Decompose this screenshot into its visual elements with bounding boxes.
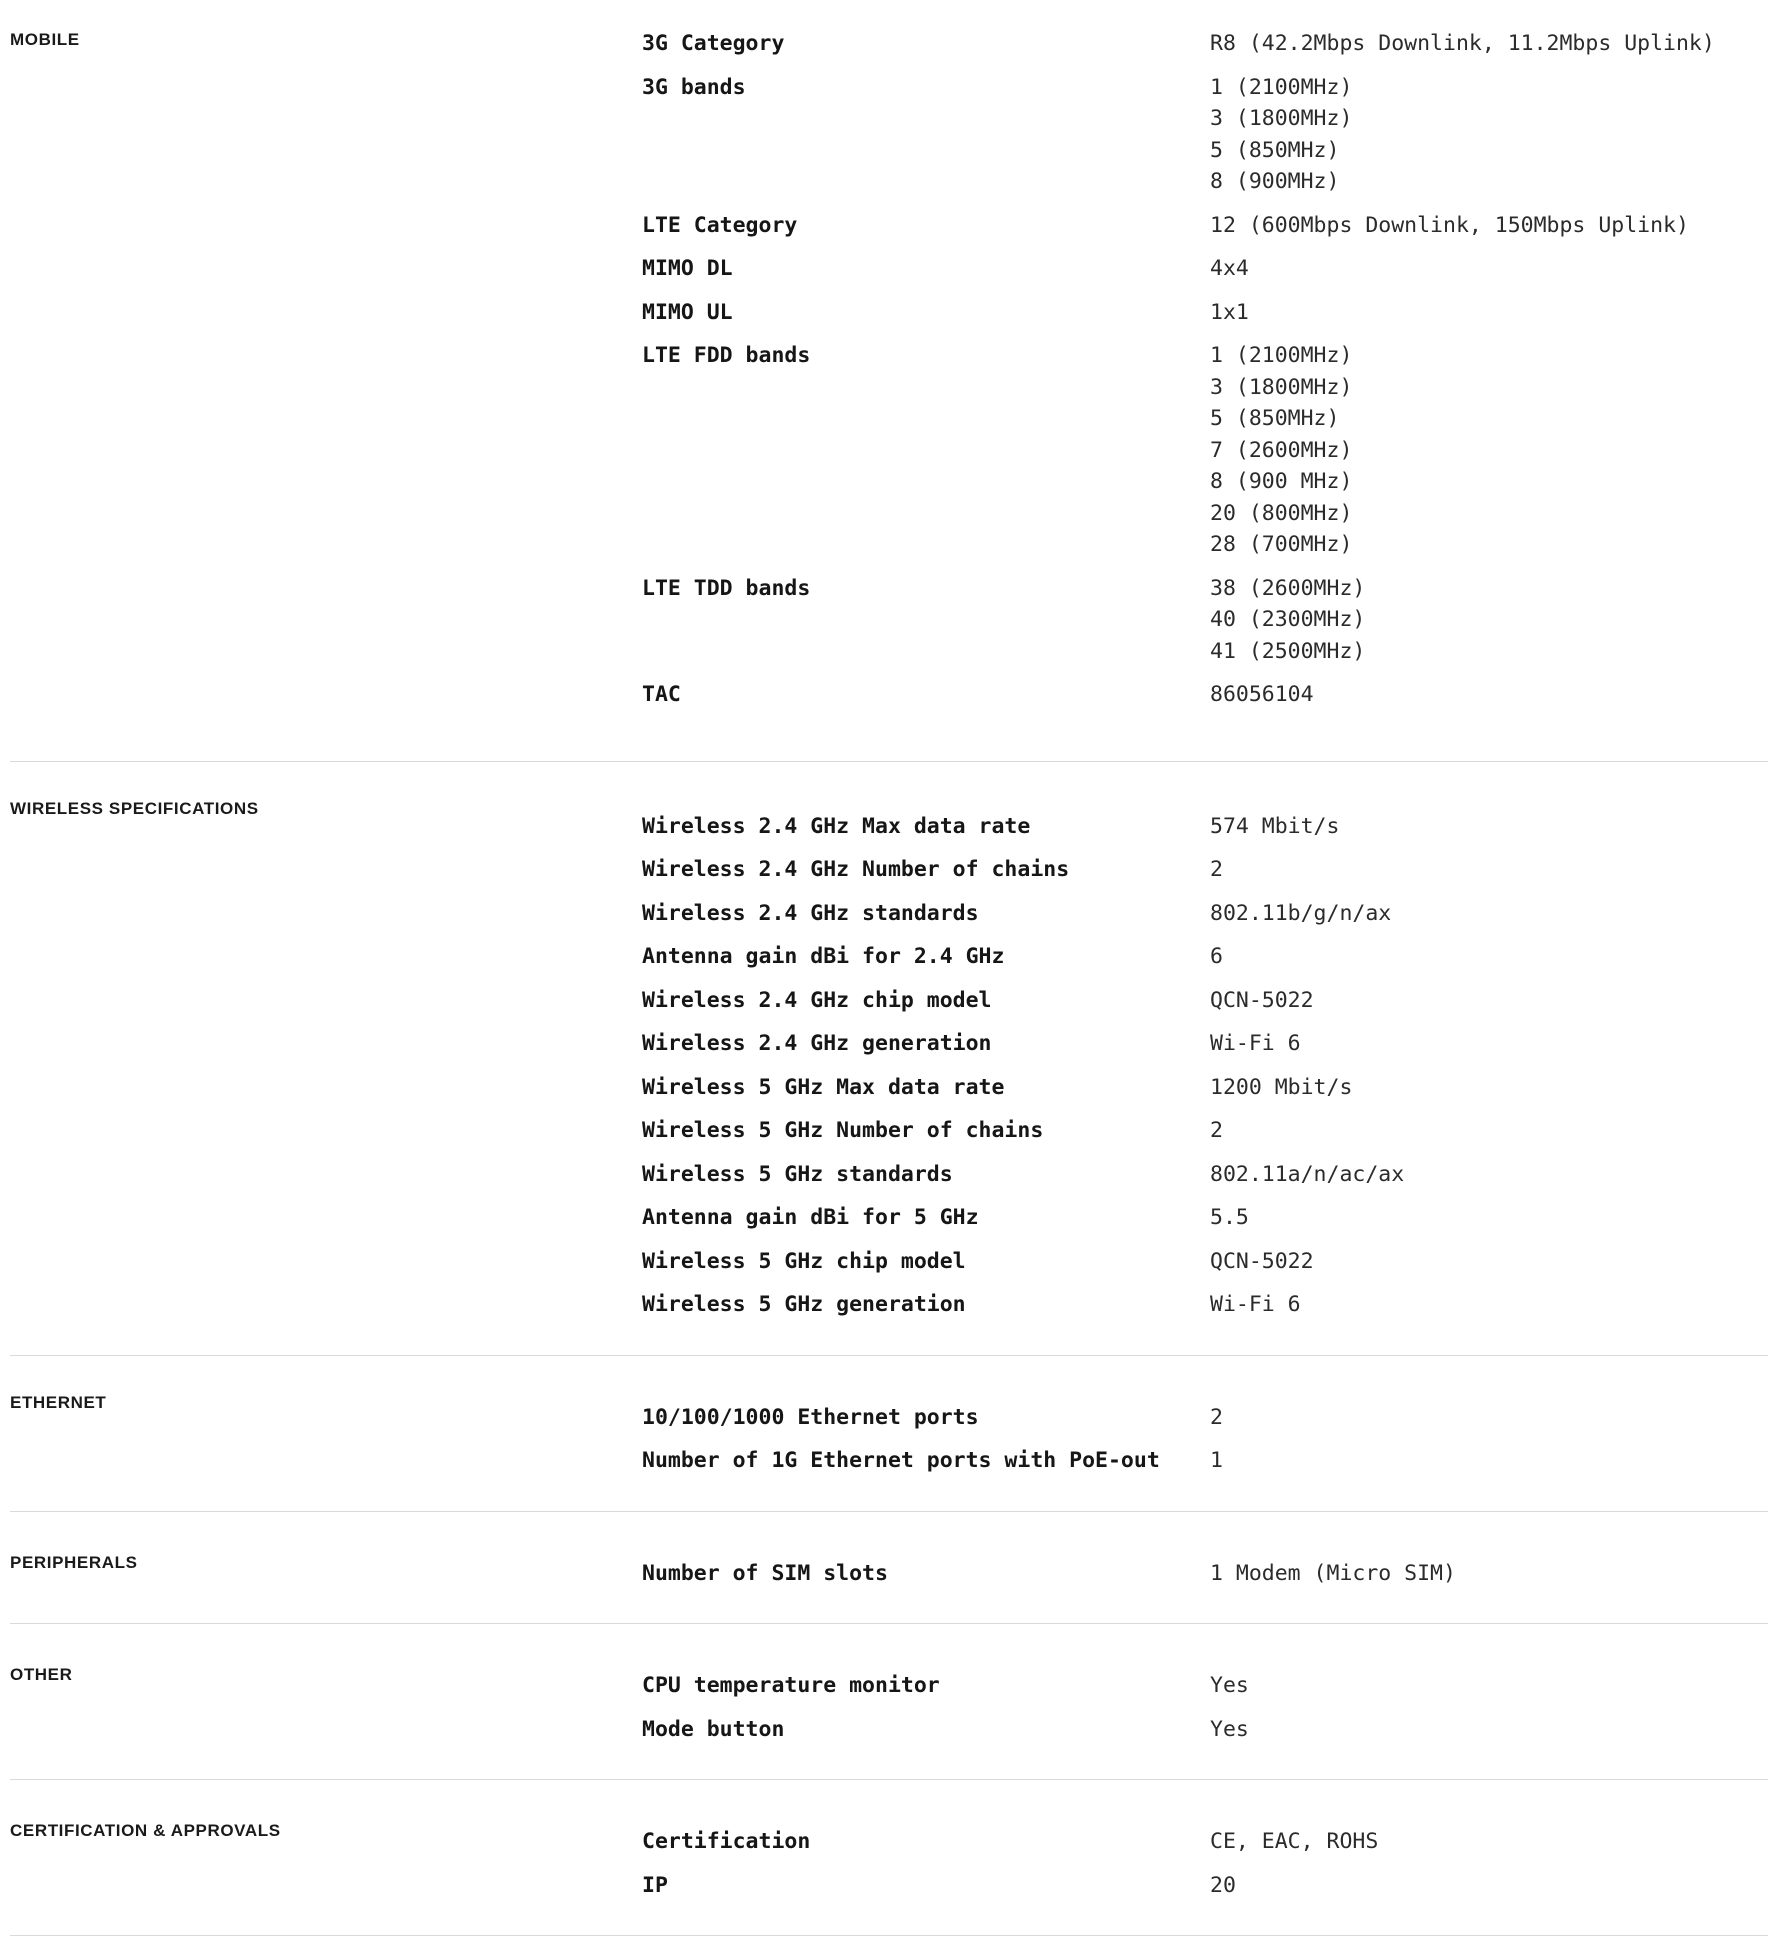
spec-label: Number of 1G Ethernet ports with PoE-out — [642, 1448, 1160, 1473]
spec-label: 3G Category — [642, 31, 785, 56]
spec-rows — [642, 1558, 1768, 1602]
spec-values — [1210, 297, 1249, 329]
spec-label: Wireless 2.4 GHz generation — [642, 1031, 992, 1056]
spec-value: Wi-Fi 6 — [1210, 1292, 1301, 1317]
spec-values — [1210, 1072, 1352, 1104]
spec-values — [1210, 1159, 1404, 1191]
spec-label: 3G bands — [642, 74, 746, 100]
spec-section-certification-and-approvals — [10, 1780, 1768, 1936]
section-title: WIRELESS SPECIFICATIONS — [10, 798, 259, 818]
spec-values — [1210, 72, 1352, 198]
section-title: PERIPHERALS — [10, 1552, 138, 1572]
section-title: MOBILE — [10, 30, 80, 49]
spec-row — [642, 1445, 1768, 1489]
spec-value: 20 — [1210, 1872, 1236, 1898]
spec-value: Wi-Fi 6 — [1210, 1031, 1301, 1056]
spec-value: 1200 Mbit/s — [1210, 1074, 1353, 1100]
spec-row — [642, 28, 1768, 72]
spec-value: 41 (2500MHz) — [1210, 638, 1366, 664]
spec-values — [1210, 1202, 1249, 1234]
spec-section-other — [10, 1624, 1768, 1780]
spec-value: 12 (600Mbps Downlink, 150Mbps Uplink) — [1210, 212, 1689, 238]
spec-value: 5 (850MHz) — [1210, 406, 1340, 431]
spec-section-wireless-specifications — [10, 762, 1768, 1356]
spec-label: LTE TDD bands — [642, 575, 811, 601]
spec-row — [642, 253, 1768, 297]
spec-value: Yes — [1210, 1673, 1249, 1698]
spec-value: 1 (2100MHz) — [1210, 74, 1353, 100]
spec-row — [642, 573, 1768, 668]
spec-value: QCN-5022 — [1210, 987, 1314, 1013]
spec-value: 3 (1800MHz) — [1210, 374, 1353, 400]
spec-rows — [642, 28, 1768, 723]
spec-row — [642, 854, 1768, 898]
spec-values — [1210, 898, 1391, 930]
spec-value: 3 (1800MHz) — [1210, 106, 1353, 131]
spec-values — [1210, 1670, 1249, 1702]
spec-label: Mode button — [642, 1716, 785, 1742]
spec-values — [1210, 573, 1365, 668]
spec-value: 6 — [1210, 944, 1223, 969]
spec-row — [642, 1826, 1768, 1870]
spec-label: Wireless 2.4 GHz Max data rate — [642, 813, 1031, 839]
spec-row — [642, 941, 1768, 985]
spec-value: QCN-5022 — [1210, 1248, 1314, 1274]
spec-values — [1210, 28, 1715, 60]
spec-label: Antenna gain dBi for 5 GHz — [642, 1205, 979, 1230]
spec-label: CPU temperature monitor — [642, 1673, 940, 1698]
spec-values — [1210, 340, 1352, 561]
spec-rows — [642, 1670, 1768, 1757]
section-title: OTHER — [10, 1665, 73, 1684]
spec-value: 40 (2300MHz) — [1210, 607, 1366, 632]
spec-row — [642, 340, 1768, 561]
spec-label: Certification — [642, 1829, 811, 1854]
spec-label: LTE FDD bands — [642, 343, 811, 368]
spec-row — [642, 1246, 1768, 1290]
spec-values — [1210, 679, 1314, 711]
spec-row — [642, 1870, 1768, 1914]
spec-value: 1x1 — [1210, 299, 1249, 325]
spec-row — [642, 1558, 1768, 1602]
spec-values — [1210, 1445, 1223, 1477]
spec-rows — [642, 811, 1768, 1333]
spec-label: Wireless 2.4 GHz standards — [642, 900, 979, 926]
spec-value: R8 (42.2Mbps Downlink, 11.2Mbps Uplink) — [1210, 31, 1715, 56]
spec-value: 2 — [1210, 1118, 1223, 1143]
spec-label: Number of SIM slots — [642, 1560, 888, 1586]
spec-row — [642, 985, 1768, 1029]
spec-row — [642, 1714, 1768, 1758]
spec-table — [10, 0, 1768, 1936]
spec-value: 1 Modem (Micro SIM) — [1210, 1560, 1456, 1586]
spec-rows — [642, 1402, 1768, 1489]
spec-section-mobile — [10, 0, 1768, 762]
spec-value: CE, EAC, ROHS — [1210, 1829, 1379, 1854]
spec-row — [642, 898, 1768, 942]
spec-values — [1210, 1870, 1236, 1902]
spec-values — [1210, 854, 1223, 886]
spec-section-ethernet — [10, 1356, 1768, 1512]
spec-value: 574 Mbit/s — [1210, 813, 1340, 839]
spec-label: MIMO DL — [642, 256, 733, 281]
section-title: ETHERNET — [10, 1392, 107, 1412]
spec-label: MIMO UL — [642, 299, 733, 325]
spec-value: 8 (900 MHz) — [1210, 469, 1353, 494]
spec-label: Wireless 5 GHz chip model — [642, 1248, 966, 1274]
spec-label: Wireless 2.4 GHz Number of chains — [642, 857, 1070, 882]
spec-value: 802.11b/g/n/ax — [1210, 900, 1392, 926]
spec-label: TAC — [642, 682, 681, 707]
spec-value: 2 — [1210, 1404, 1223, 1430]
spec-values — [1210, 1826, 1378, 1858]
spec-value: 7 (2600MHz) — [1210, 437, 1353, 463]
spec-value: 5 (850MHz) — [1210, 137, 1340, 163]
spec-values — [1210, 811, 1339, 843]
spec-value: 2 — [1210, 857, 1223, 882]
spec-values — [1210, 985, 1314, 1017]
spec-values — [1210, 1115, 1223, 1147]
spec-value: 4x4 — [1210, 256, 1249, 281]
spec-row — [642, 1028, 1768, 1072]
spec-row — [642, 1289, 1768, 1333]
spec-values — [1210, 1402, 1223, 1434]
spec-row — [642, 297, 1768, 341]
spec-values — [1210, 210, 1689, 242]
spec-label: Wireless 5 GHz Max data rate — [642, 1074, 1005, 1100]
spec-row — [642, 1159, 1768, 1203]
spec-value: 802.11a/n/ac/ax — [1210, 1161, 1405, 1187]
spec-row — [642, 210, 1768, 254]
spec-row — [642, 1670, 1768, 1714]
spec-values — [1210, 1246, 1314, 1278]
spec-values — [1210, 1028, 1301, 1060]
spec-value: 1 (2100MHz) — [1210, 343, 1353, 368]
spec-row — [642, 679, 1768, 723]
spec-row — [642, 72, 1768, 198]
spec-label: Wireless 5 GHz Number of chains — [642, 1118, 1044, 1143]
spec-value: Yes — [1210, 1716, 1249, 1742]
spec-values — [1210, 1289, 1301, 1321]
spec-row — [642, 1072, 1768, 1116]
spec-label: Wireless 5 GHz generation — [642, 1292, 966, 1317]
spec-values — [1210, 253, 1249, 285]
spec-row — [642, 1202, 1768, 1246]
spec-label: LTE Category — [642, 212, 798, 238]
spec-label: 10/100/1000 Ethernet ports — [642, 1404, 979, 1430]
spec-value: 86056104 — [1210, 682, 1314, 707]
spec-label: IP — [642, 1872, 668, 1898]
spec-row — [642, 811, 1768, 855]
spec-values — [1210, 1558, 1456, 1590]
spec-values — [1210, 1714, 1249, 1746]
spec-label: Wireless 2.4 GHz chip model — [642, 987, 992, 1013]
spec-row — [642, 1115, 1768, 1159]
spec-rows — [642, 1826, 1768, 1913]
spec-value: 5.5 — [1210, 1205, 1249, 1230]
spec-values — [1210, 941, 1223, 973]
spec-value: 28 (700MHz) — [1210, 532, 1353, 557]
spec-value: 8 (900MHz) — [1210, 169, 1340, 194]
spec-value: 38 (2600MHz) — [1210, 575, 1366, 601]
section-title: CERTIFICATION & APPROVALS — [10, 1821, 281, 1840]
spec-label: Antenna gain dBi for 2.4 GHz — [642, 944, 1005, 969]
spec-value: 1 — [1210, 1448, 1223, 1473]
spec-label: Wireless 5 GHz standards — [642, 1161, 953, 1187]
spec-section-peripherals — [10, 1512, 1768, 1625]
spec-value: 20 (800MHz) — [1210, 500, 1353, 526]
spec-row — [642, 1402, 1768, 1446]
